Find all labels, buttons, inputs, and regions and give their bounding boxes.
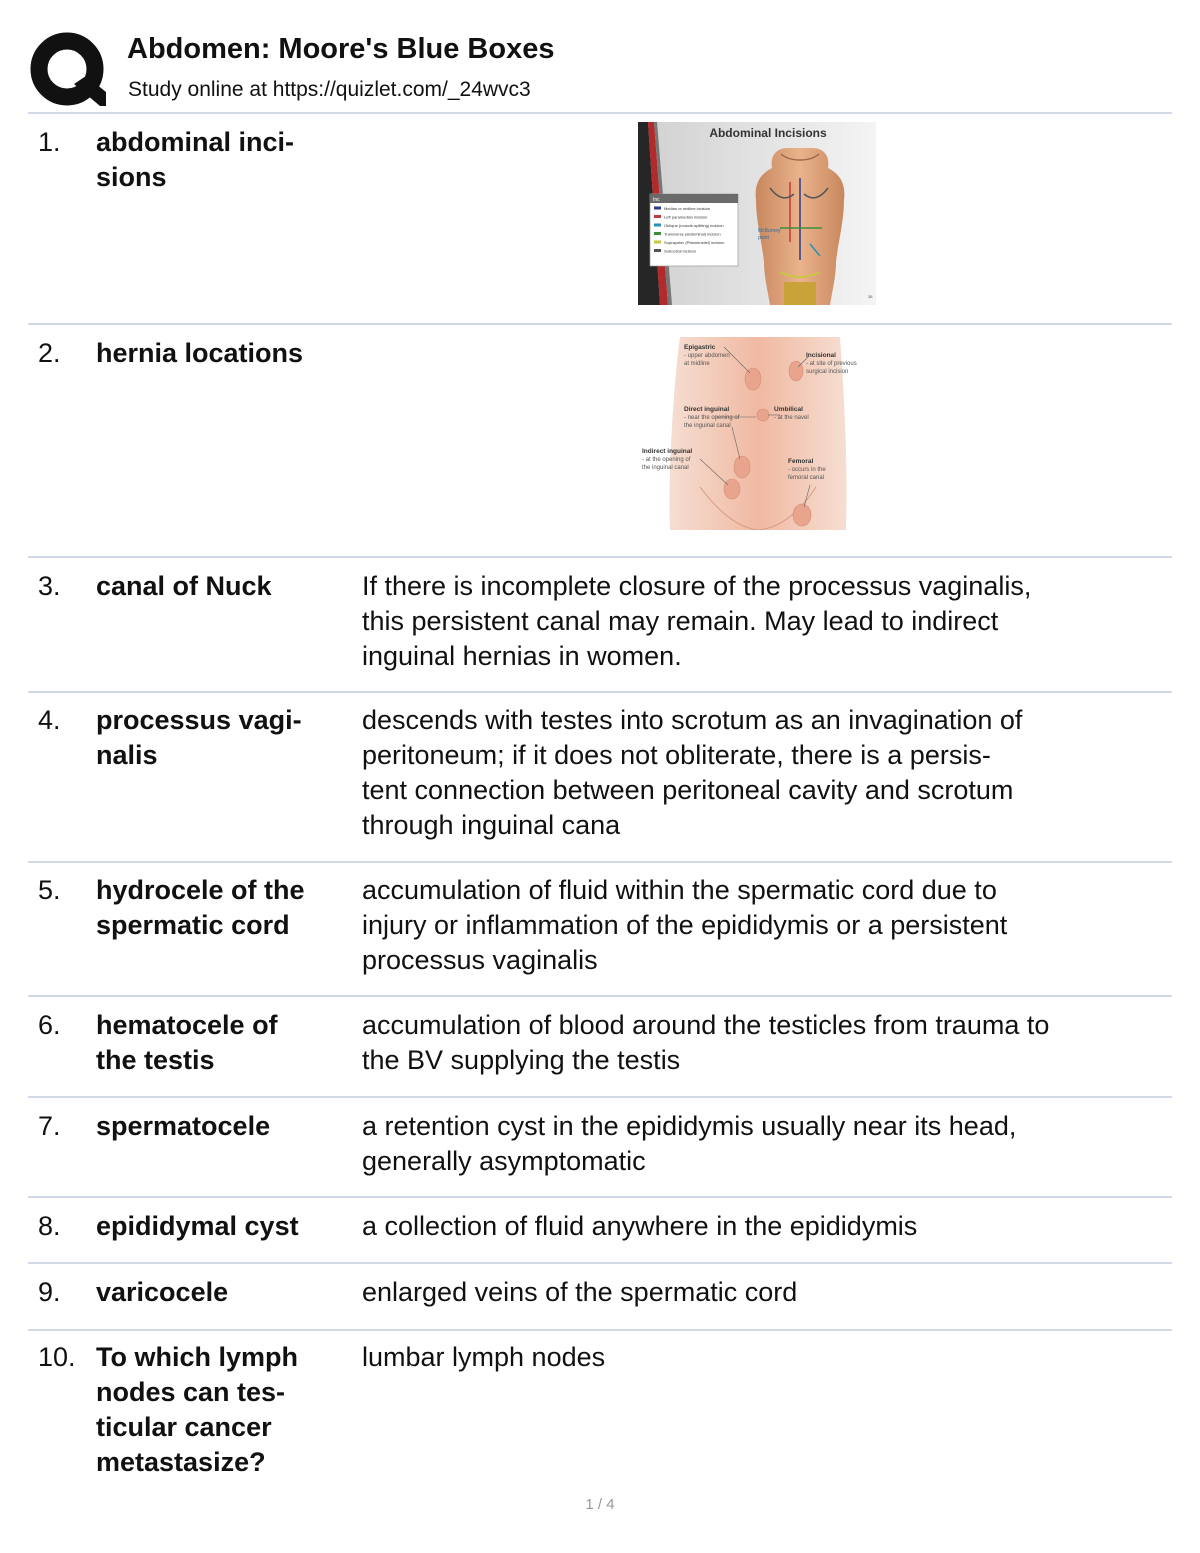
term-line: nodes can tes- [96, 1377, 286, 1407]
term-line: To which lymph [96, 1342, 298, 1372]
hernia-label-title: Epigastric [684, 344, 716, 351]
callout-label: McBurney [758, 228, 781, 234]
definition-line: inguinal hernias in women. [362, 641, 682, 671]
study-online-link[interactable]: Study online at https://quizlet.com/_24wvc3 [128, 78, 531, 101]
term-line: hydrocele of the [96, 875, 305, 905]
definition-line: processus vaginalis [362, 945, 598, 975]
divider [28, 1096, 1172, 1098]
hernia-label-title: Indirect inguinal [642, 448, 693, 455]
definition-line: through inguinal cana [362, 810, 621, 840]
legend-swatch [654, 224, 661, 227]
definition-line: a collection of fluid anywhere in the epididymis [362, 1211, 918, 1241]
term-line: metastasize? [96, 1447, 266, 1477]
divider [28, 112, 1172, 114]
term-line: varicocele [96, 1277, 229, 1307]
legend-heading: Inc [653, 197, 660, 203]
hernia-label-title: Direct inguinal [684, 406, 730, 413]
definition-line: accumulation of blood around the testicles from trauma to [362, 1010, 1050, 1040]
term-line: hematocele of [96, 1010, 278, 1040]
definition-line: lumbar lymph nodes [362, 1342, 606, 1372]
hernia-label-title: Incisional [806, 352, 836, 359]
card-term [96, 569, 346, 604]
hernia-label-line: - at the opening of [642, 457, 691, 463]
card-definition [362, 703, 1162, 843]
definition-line: descends with testes into scrotum as an invagination of [362, 705, 1023, 735]
term-line: the testis [96, 1045, 215, 1075]
hernia-label-line: - occurs in the [788, 467, 826, 473]
definition-line: If there is incomplete closure of the processus vaginalis, [362, 571, 1032, 601]
card-number: 6. [38, 1010, 61, 1040]
term-line: abdominal inci- [96, 127, 295, 157]
card-term [96, 1008, 346, 1078]
abdominal-incisions-figure [638, 122, 876, 305]
divider [28, 1196, 1172, 1198]
card-number: 9. [38, 1277, 61, 1307]
term-line: hernia locations [96, 338, 304, 368]
card-number: 7. [38, 1111, 61, 1141]
card-number: 4. [38, 705, 61, 735]
legend-label: Suprapubic (Pfannenstiel) incision [664, 240, 725, 245]
card-term [96, 1275, 346, 1310]
hernia-label-line: - upper abdomen [684, 353, 730, 359]
divider [28, 691, 1172, 693]
card-number: 2. [38, 338, 61, 368]
card-number: 1. [38, 127, 61, 157]
legend-swatch [654, 249, 661, 252]
card-term [96, 125, 346, 195]
card-definition [362, 1209, 1162, 1244]
term-line: epididymal cyst [96, 1211, 299, 1241]
legend-label: Median or midline incision [664, 206, 711, 211]
card-definition [362, 1275, 1162, 1310]
term-line: processus vagi- [96, 705, 302, 735]
legend-swatch [654, 232, 661, 235]
hernia-label-line: surgical incision [806, 369, 849, 375]
card-term [96, 1109, 346, 1144]
slide-number: 38 [868, 294, 873, 299]
term-line: spermatic cord [96, 910, 290, 940]
hernia-label-line: the inguinal canal [642, 465, 689, 471]
legend-label: Transverse (abdominal) incision [664, 231, 721, 237]
card-number: 3. [38, 571, 61, 601]
legend-swatch [654, 241, 661, 244]
callout-label: point [758, 235, 769, 241]
page-title: Abdomen: Moore's Blue Boxes [127, 33, 555, 65]
card-term [96, 703, 346, 773]
legend-label: Left paramedian incision [664, 214, 708, 220]
card-term [96, 873, 346, 943]
definition-line: the BV supplying the testis [362, 1045, 681, 1075]
definition-line: peritoneum; if it does not obliterate, there is a persis- [362, 740, 991, 770]
hernia-label-line: - at site of previous [806, 361, 857, 367]
quizlet-logo-icon [30, 32, 106, 108]
definition-line: a retention cyst in the epididymis usually near its head, [362, 1111, 1017, 1141]
definition-line: injury or inflammation of the epididymis or a persistent [362, 910, 1008, 940]
term-line: spermatocele [96, 1111, 271, 1141]
hernia-label-line: - near the opening of [684, 415, 740, 421]
definition-line: generally asymptomatic [362, 1146, 646, 1176]
definition-line: enlarged veins of the spermatic cord [362, 1277, 798, 1307]
definition-line: this persistent canal may remain. May lead to indirect [362, 606, 999, 636]
hernia-label-line: at midline [684, 361, 710, 367]
divider [28, 861, 1172, 863]
definition-line: tent connection between peritoneal cavity and scrotum [362, 775, 1014, 805]
card-number: 5. [38, 875, 61, 905]
card-term [96, 1340, 346, 1480]
divider [28, 323, 1172, 325]
definition-line: accumulation of fluid within the spermatic cord due to [362, 875, 997, 905]
card-term [96, 1209, 346, 1244]
page-number: 1 / 4 [585, 1496, 615, 1513]
hernia-locations-figure [640, 337, 876, 530]
hernia-label-line: - at the navel [774, 415, 809, 421]
divider [28, 556, 1172, 558]
term-line: nalis [96, 740, 158, 770]
divider [28, 995, 1172, 997]
card-definition [362, 1008, 1162, 1078]
divider [28, 1329, 1172, 1331]
hernia-label-line: femoral canal [788, 475, 825, 481]
legend-swatch [654, 207, 661, 210]
card-definition [362, 569, 1162, 674]
legend-label: Oblique (muscle-splitting) incision [664, 223, 724, 228]
figure-title: Abdominal Incisions [709, 126, 827, 140]
legend-swatch [654, 215, 661, 218]
hernia-label-line: the inguinal canal [684, 423, 731, 429]
divider [28, 1262, 1172, 1264]
term-line: sions [96, 162, 167, 192]
term-line: ticular cancer [96, 1412, 272, 1442]
card-number: 10. [38, 1342, 76, 1372]
legend-label: Subcostal incision [664, 248, 697, 254]
card-definition [362, 873, 1162, 978]
hernia-label-title: Umbilical [774, 406, 803, 413]
hernia-label-title: Femoral [788, 458, 814, 465]
card-number: 8. [38, 1211, 61, 1241]
card-term [96, 336, 346, 371]
card-definition [362, 1340, 1162, 1375]
term-line: canal of Nuck [96, 571, 272, 601]
card-definition [362, 1109, 1162, 1179]
